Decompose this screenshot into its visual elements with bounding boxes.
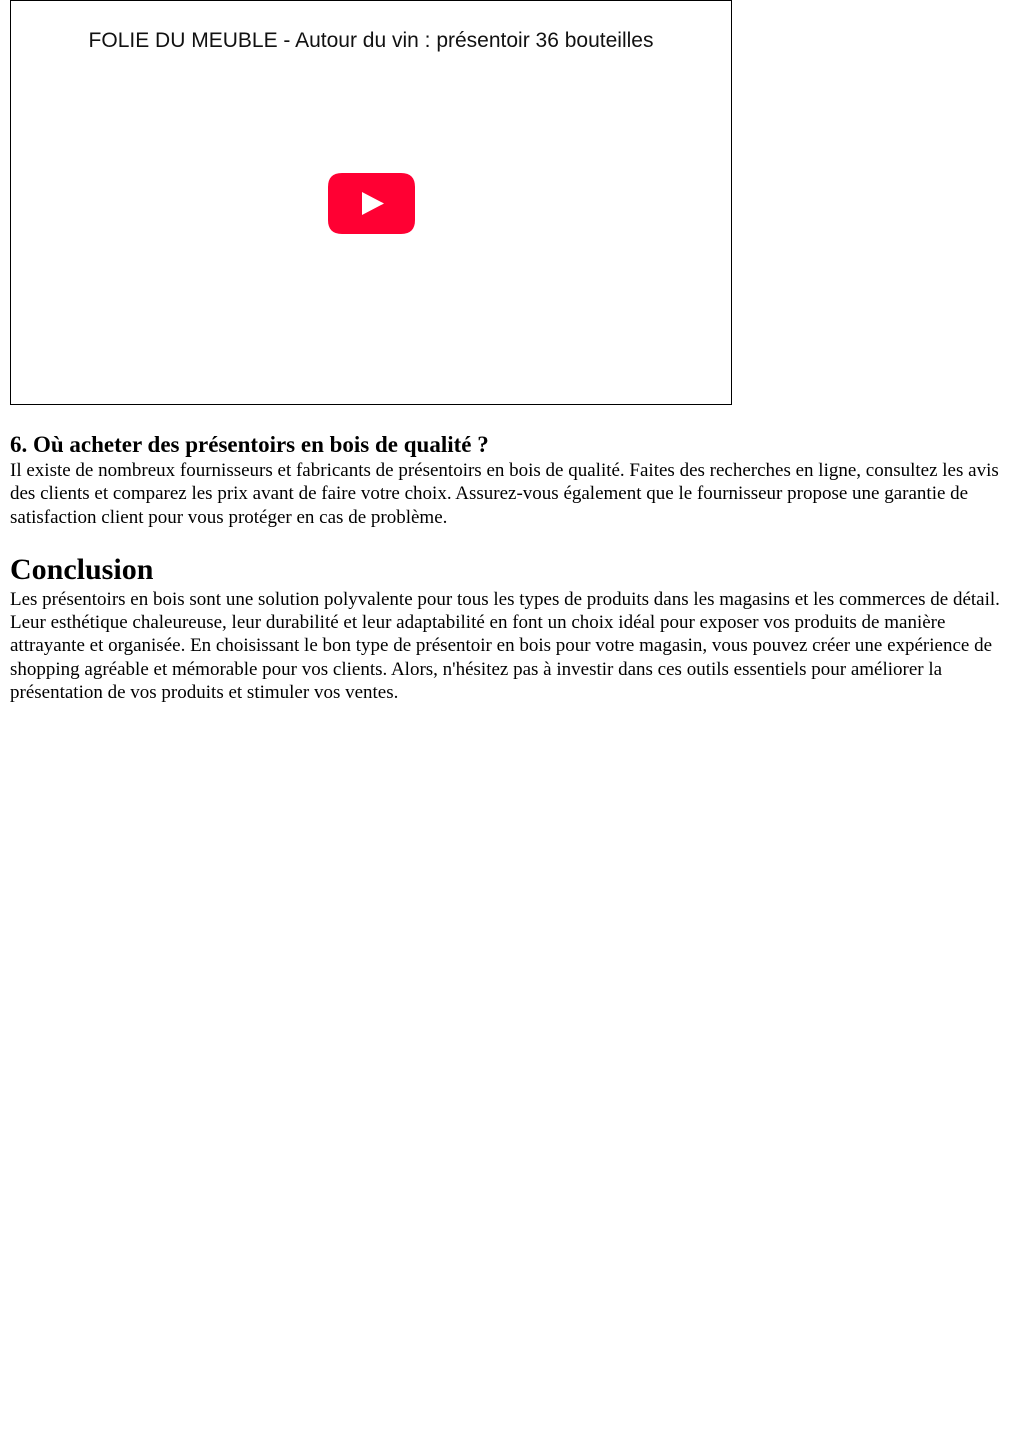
article-content [10,0,1014,704]
section-heading: 6. Où acheter des présentoirs en bois de qualité ? [10,432,489,457]
conclusion-heading: Conclusion [10,552,154,586]
video-embed[interactable] [10,0,732,405]
conclusion-paragraph: Les présentoirs en bois sont une solution polyvalente pour tous les types de produits dans les magasins et les commerces de détail. Leur esthétique chaleureuse, leur durabilité et leur adaptabilité en font un choix idéal pour exposer vos produits de manière attrayante et organisée. En choisissant le bon type de présentoir en bois pour votre magasin, vous pouvez créer une expérience de shopping agréable et mémorable pour vos clients. Alors, n'hésitez pas à investir dans ces outils essentiels pour améliorer la présentation de vos produits et stimuler vos ventes. [10,588,1000,704]
section-paragraph: Il existe de nombreux fournisseurs et fabricants de présentoirs en bois de qualité. Faites des recherches en ligne, consultez les avis des clients et comparez les prix avant de faire votre choix. Assurez-vous également que le fournisseur propose une garantie de satisfaction client pour vous protéger en cas de problème. [10,460,999,528]
play-button[interactable] [328,173,415,234]
video-title[interactable]: FOLIE DU MEUBLE - Autour du vin : présentoir 36 bouteilles [88,29,654,52]
youtube-play-icon[interactable] [328,173,415,234]
